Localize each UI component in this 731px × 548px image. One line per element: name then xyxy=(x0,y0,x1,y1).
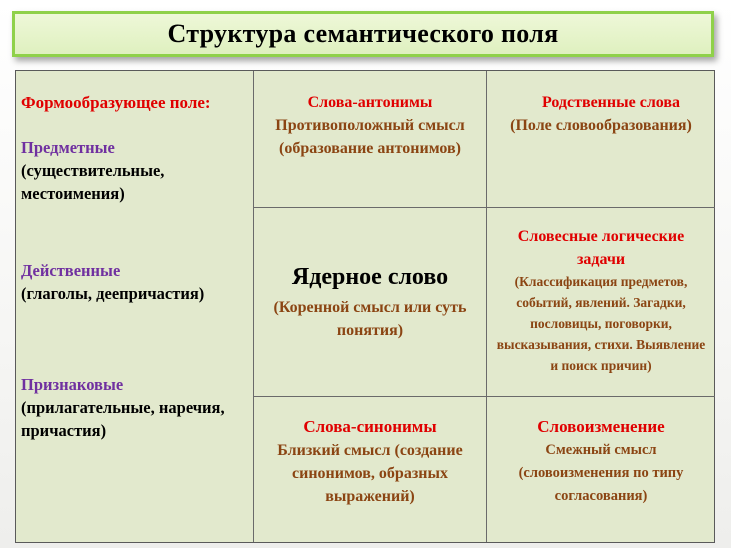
antonyms-text: (образование антонимов) xyxy=(279,140,461,157)
antonyms-text: Противоположный смысл xyxy=(275,117,465,134)
antonyms-cell xyxy=(254,71,486,206)
inflection-text: согласования) xyxy=(554,488,648,504)
synonyms-text: Близкий смысл (создание xyxy=(277,442,463,459)
group-desc: (прилагательные, наречия, xyxy=(21,398,225,417)
inflection-cell xyxy=(487,397,715,542)
related-words-text: (Поле словообразования) xyxy=(510,117,692,134)
logic-tasks-cell xyxy=(487,208,715,395)
form-field-cell xyxy=(16,71,253,542)
page-title: Структура семантического поля xyxy=(167,19,559,48)
related-words-cell xyxy=(487,71,715,206)
core-word-text: понятия) xyxy=(336,322,404,339)
inflection-title: Словоизменение xyxy=(537,417,665,436)
synonyms-text: выражений) xyxy=(325,488,415,505)
inflection-text: (словоизменения по типу xyxy=(518,465,684,481)
logic-tasks-text: пословицы, поговорки, xyxy=(530,316,672,331)
group-name-attribute: Признаковые xyxy=(21,375,124,394)
core-word-cell xyxy=(254,208,486,395)
antonyms-title: Слова-антонимы xyxy=(307,94,433,111)
core-word-text: (Коренной смысл или суть xyxy=(273,299,467,316)
synonyms-title: Слова-синонимы xyxy=(303,417,437,436)
group-name-action: Действенные xyxy=(21,261,121,280)
title-banner xyxy=(12,11,714,57)
logic-tasks-text: и поиск причин) xyxy=(550,358,652,373)
group-name-subject: Предметные xyxy=(21,138,115,157)
synonyms-text: синонимов, образных xyxy=(292,465,448,482)
form-field-heading: Формообразующее поле: xyxy=(21,93,211,112)
logic-tasks-title: Словесные логические xyxy=(517,228,685,245)
semantic-field-table xyxy=(15,70,715,543)
core-word-title: Ядерное слово xyxy=(291,264,449,290)
logic-tasks-text: событий, явлений. Загадки, xyxy=(516,295,686,310)
group-desc: (существительные, xyxy=(21,161,165,180)
group-desc: (глаголы, деепричастия) xyxy=(21,284,205,303)
group-desc: причастия) xyxy=(21,421,107,440)
logic-tasks-text: высказывания, стихи. Выявление xyxy=(496,337,706,352)
logic-tasks-text: (Классификация предметов, xyxy=(514,274,688,289)
related-words-title: Родственные слова xyxy=(541,94,681,111)
synonyms-cell xyxy=(254,397,486,542)
inflection-text: Смежный смысл xyxy=(545,442,657,458)
group-desc: местоимения) xyxy=(21,184,125,203)
logic-tasks-title: задачи xyxy=(576,251,626,268)
